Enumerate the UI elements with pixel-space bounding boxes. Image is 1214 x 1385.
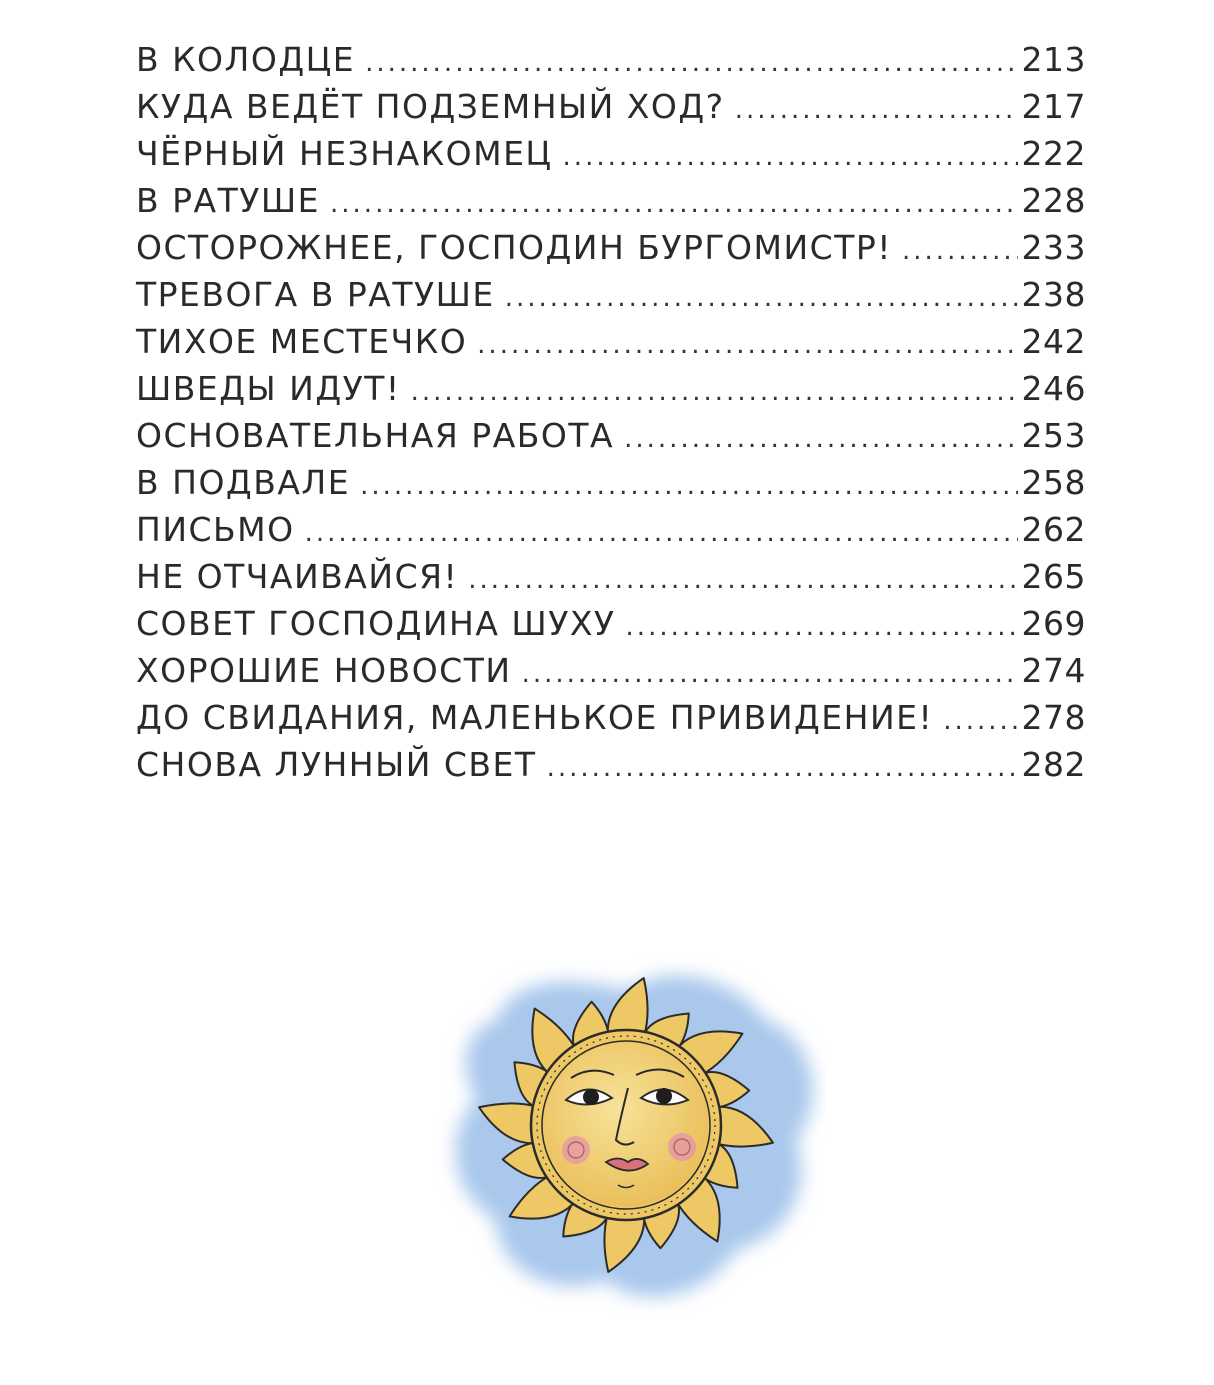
toc-dot-leader [563,142,1018,172]
toc-entry-page: 246 [1021,369,1086,408]
toc-dot-leader [477,330,1017,360]
toc-entry-title: ШВЕДЫ ИДУТ! [136,369,401,408]
toc-entry[interactable] [136,604,1086,651]
toc-dot-leader [735,95,1018,125]
toc-entry-page: 242 [1021,322,1086,361]
toc-entry-page: 278 [1021,698,1086,737]
toc-entry-page: 269 [1021,604,1086,643]
toc-entry[interactable] [136,181,1086,228]
toc-entry-page: 282 [1021,745,1086,784]
table-of-contents [136,40,1086,792]
toc-entry-title: ХОРОШИЕ НОВОСТИ [136,651,512,690]
toc-entry-title: СНОВА ЛУННЫЙ СВЕТ [136,745,537,784]
toc-entry[interactable] [136,745,1086,792]
toc-entry[interactable] [136,322,1086,369]
toc-entry[interactable] [136,369,1086,416]
toc-entry-title: СОВЕТ ГОСПОДИНА ШУХУ [136,604,616,643]
toc-entry-title: ЧЁРНЫЙ НЕЗНАКОМЕЦ [136,134,553,173]
toc-dot-leader [305,518,1018,548]
toc-entry-title: В КОЛОДЦЕ [136,40,356,79]
toc-dot-leader [522,659,1018,689]
toc-entry-page: 238 [1021,275,1086,314]
toc-entry-page: 222 [1021,134,1086,173]
toc-entry[interactable] [136,275,1086,322]
toc-dot-leader [468,565,1017,595]
toc-dot-leader [943,706,1017,736]
toc-entry-page: 217 [1021,87,1086,126]
sun-illustration [436,900,826,1320]
toc-entry-page: 213 [1021,40,1086,79]
toc-dot-leader [411,377,1018,407]
toc-entry[interactable] [136,463,1086,510]
toc-entry[interactable] [136,87,1086,134]
toc-entry-page: 262 [1021,510,1086,549]
toc-dot-leader [626,612,1018,642]
toc-entry-title: ОСНОВАТЕЛЬНАЯ РАБОТА [136,416,615,455]
toc-entry-title: ТРЕВОГА В РАТУШЕ [136,275,495,314]
toc-dot-leader [505,283,1018,313]
toc-entry-page: 258 [1021,463,1086,502]
toc-dot-leader [547,753,1018,783]
toc-entry-title: В РАТУШЕ [136,181,321,220]
toc-dot-leader [330,189,1017,219]
toc-entry[interactable] [136,698,1086,745]
toc-entry[interactable] [136,134,1086,181]
toc-entry-title: НЕ ОТЧАИВАЙСЯ! [136,557,459,596]
toc-entry-title: ТИХОЕ МЕСТЕЧКО [136,322,468,361]
toc-entry-page: 265 [1021,557,1086,596]
toc-entry[interactable] [136,228,1086,275]
toc-dot-leader [365,48,1017,78]
toc-entry[interactable] [136,416,1086,463]
sun-face [531,1030,721,1220]
toc-entry-title: КУДА ВЕДЁТ ПОДЗЕМНЫЙ ХОД? [136,87,725,126]
toc-entry-page: 233 [1021,228,1086,267]
toc-entry[interactable] [136,510,1086,557]
toc-entry[interactable] [136,557,1086,604]
toc-dot-leader [624,424,1017,454]
toc-entry-title: ДО СВИДАНИЯ, МАЛЕНЬКОЕ ПРИВИДЕНИЕ! [136,698,934,737]
toc-entry-page: 253 [1021,416,1086,455]
sun-ray [608,978,648,1037]
toc-entry-page: 228 [1021,181,1086,220]
sun-icon [436,900,826,1320]
toc-entry[interactable] [136,40,1086,87]
toc-entry[interactable] [136,651,1086,698]
toc-entry-page: 274 [1021,651,1086,690]
toc-dot-leader [902,236,1017,266]
toc-dot-leader [360,471,1017,501]
toc-entry-title: ПИСЬМО [136,510,295,549]
toc-entry-title: ОСТОРОЖНЕЕ, ГОСПОДИН БУРГОМИСТР! [136,228,893,267]
toc-entry-title: В ПОДВАЛЕ [136,463,351,502]
